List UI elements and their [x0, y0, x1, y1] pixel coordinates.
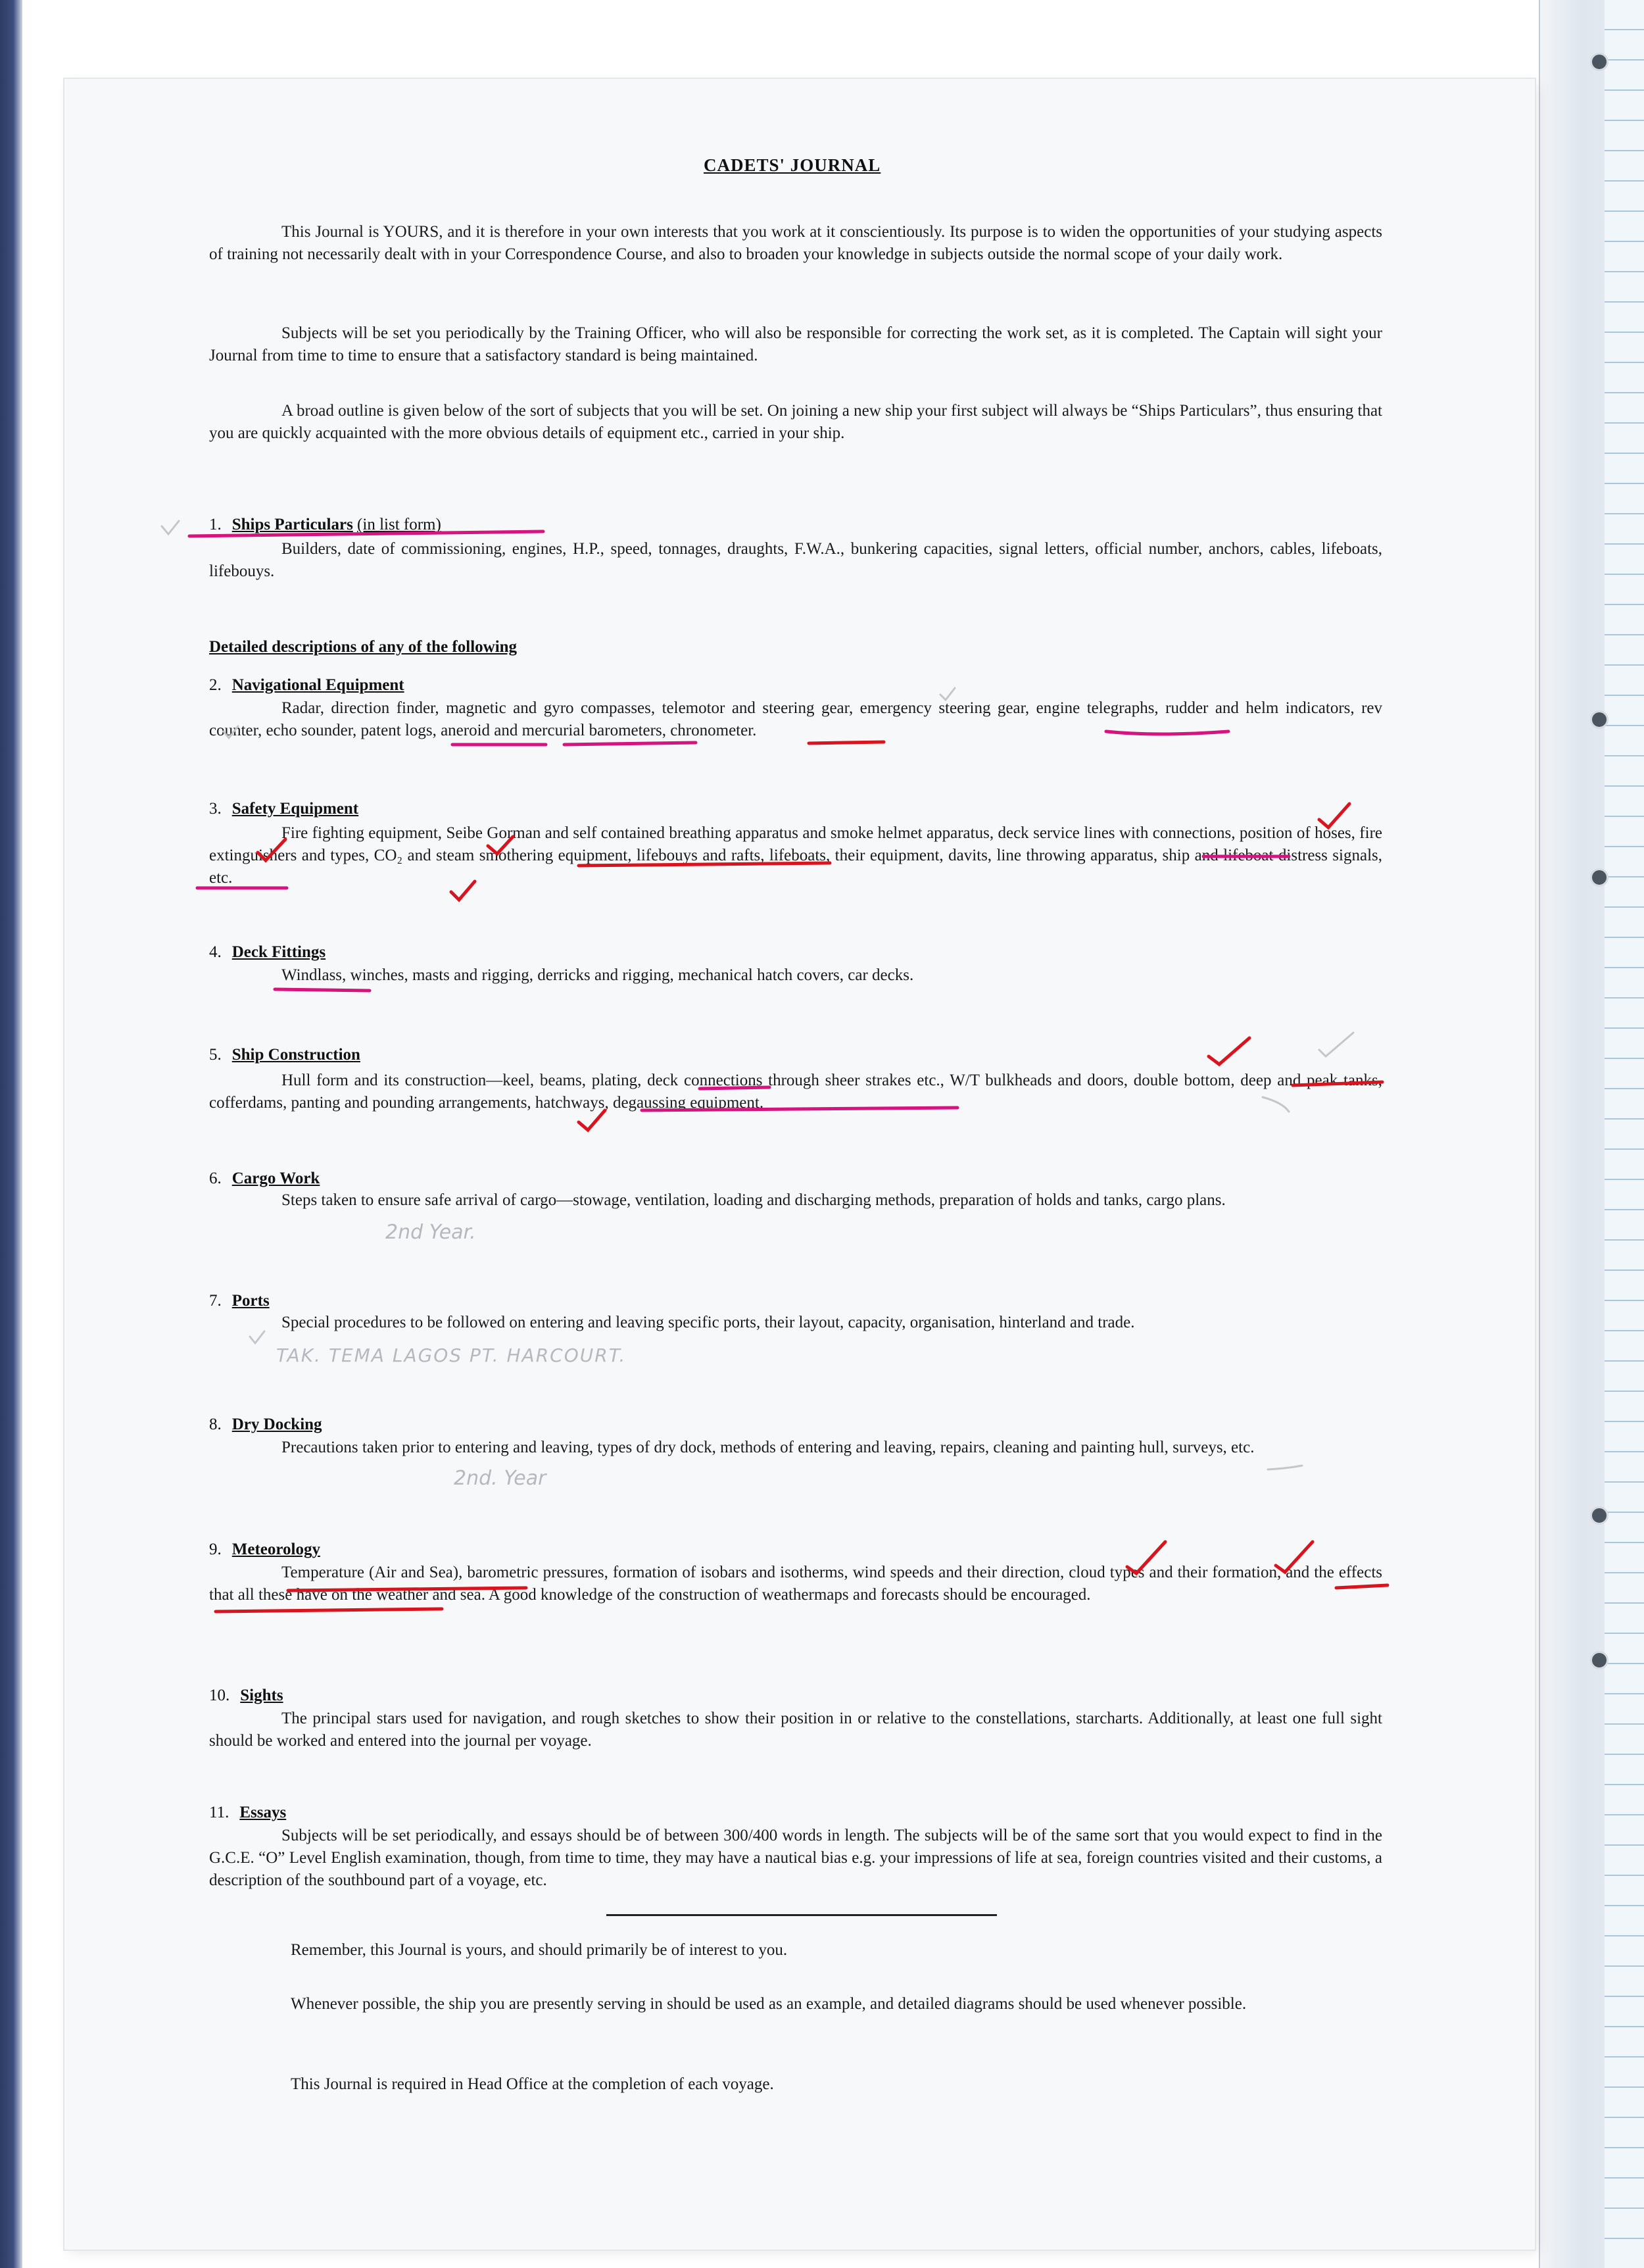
closing-paragraph: This Journal is required in Head Office at the completion of each voyage.: [291, 2075, 774, 2093]
subheading: Detailed descriptions of any of the following: [209, 638, 518, 656]
section-title: Deck Fittings: [231, 943, 326, 961]
punch-hole: [1590, 868, 1608, 887]
section-body: Steps taken to ensure safe arrival of cargo—stowage, ventilation, loading and discharging methods, preparation of holds and tanks, cargo plans.: [281, 1191, 1226, 1209]
closing-paragraph: Remember, this Journal is yours, and should primarily be of interest to you.: [291, 1941, 788, 1959]
section-title: Cargo Work: [231, 1170, 320, 1187]
section-title: Safety Equipment: [231, 800, 359, 818]
section-title: Meteorology: [231, 1541, 320, 1558]
section-heading: [209, 943, 326, 962]
section-body: Hull form and its construction—keel, beams, plating, deck connections through sheer strakes etc., W/T bulkheads and doors, double bottom, deep and peak tanks, cofferdams, panting and pounding arrangements, hatchways, degaussing equipment.: [209, 1072, 1382, 1112]
divider-rule: [606, 1914, 997, 1916]
pencil-note: TAK. TEMA LAGOS PT. HARCOURT.: [276, 1344, 627, 1366]
section-heading: [209, 1804, 286, 1822]
section-title: Ports: [231, 1292, 270, 1310]
section-heading: [209, 1046, 360, 1064]
section-heading: [209, 1416, 322, 1434]
section-heading: [209, 1170, 320, 1188]
section-title: Ship Construction: [231, 1046, 360, 1064]
section-number: 3.: [209, 800, 222, 818]
section-heading: [209, 516, 441, 534]
section-number: 10.: [209, 1687, 230, 1704]
section-heading: [209, 1292, 270, 1310]
intro-paragraph: A broad outline is given below of the sort of subjects that you will be set. On joining a new ship your first subject will always be “Ships Particulars”, thus ensuring that you are quickly acquainted with the more obvious details of equipment etc., carried in your ship.: [209, 402, 1382, 442]
section-number: 8.: [209, 1416, 222, 1433]
section-number: 5.: [209, 1046, 222, 1064]
closing-paragraph: Whenever possible, the ship you are presently serving in should be used as an example, and detailed diagrams should be used whenever possible.: [291, 1995, 1247, 2013]
section-heading: [209, 1541, 320, 1559]
punch-hole: [1590, 1506, 1608, 1525]
section-body: Builders, date of commissioning, engines, H.P., speed, tonnages, draughts, F.W.A., bunkering capacities, signal letters, official number, anchors, cables, lifeboats, lifebouys.: [209, 540, 1382, 580]
section-title: Dry Docking: [231, 1416, 322, 1433]
pencil-note: 2nd. Year: [454, 1467, 546, 1490]
pencil-note: 2nd Year.: [385, 1221, 476, 1244]
section-body: Subjects will be set periodically, and essays should be of between 300/400 words in length. The subjects will be of the same sort that you would expect to find in the G.C.E. “O” Level English examination, though, from time to time, they may have a nautical bias e.g. your impressions of life at sea, foreign countries visited and their customs, a description of the southbound part of a voyage, etc.: [209, 1827, 1382, 1889]
intro-paragraph: This Journal is YOURS, and it is therefore in your own interests that you work at it conscientiously. Its purpose is to widen the opportunities of your studying aspects of training not necessarily dealt with in your Correspondence Course, and also to broaden your knowledge in subjects outside the normal scope of your daily work.: [209, 223, 1382, 263]
section-body: Radar, direction finder, magnetic and gyro compasses, telemotor and steering gear, emergency steering gear, engine telegraphs, rudder and helm indicators, rev counter, echo sounder, patent logs, aneroid and mercurial barometers, chronometer.: [209, 699, 1382, 739]
section-number: 11.: [209, 1804, 230, 1821]
section-body: Special procedures to be followed on entering and leaving specific ports, their layout, capacity, organisation, hinterland and trade.: [281, 1314, 1135, 1331]
section-body: Fire fighting equipment, Seibe Gorman and self contained breathing apparatus and smoke helmet apparatus, deck service lines with connections, position of hoses, fire extinguishers and types, CO₂ and steam smothering equipment, lifebouys and rafts, lifeboats, their equipment, davits, line throwing apparatus, ship and lifeboat distress signals, etc.: [209, 824, 1382, 887]
section-title: Navigational Equipment: [231, 676, 404, 694]
binder-edge: [0, 0, 22, 2268]
section-title: Essays: [239, 1804, 287, 1821]
section-number: 9.: [209, 1541, 222, 1558]
page-title: CADETS' JOURNAL: [704, 155, 881, 175]
section-heading: [209, 676, 404, 695]
section-heading: [209, 800, 358, 818]
section-body: Temperature (Air and Sea), barometric pressures, formation of isobars and isotherms, wind speeds and their direction, cloud types and their formation, and the effects that all these have on the weather and sea. A good knowledge of the construction of weathermaps and forecasts should be encouraged.: [209, 1564, 1382, 1604]
lined-page-edge: [1605, 0, 1644, 2268]
section-number: 2.: [209, 676, 222, 694]
section-qualifier: (in list form): [357, 516, 441, 533]
section-number: 6.: [209, 1170, 222, 1187]
section-body: Precautions taken prior to entering and leaving, types of dry dock, methods of entering and leaving, repairs, cleaning and painting hull, surveys, etc.: [281, 1439, 1255, 1456]
section-title: Sights: [240, 1687, 283, 1704]
punch-hole: [1590, 710, 1608, 729]
punch-hole: [1590, 53, 1608, 71]
section-number: 4.: [209, 943, 222, 961]
section-number: 1.: [209, 516, 222, 533]
section-body: Windlass, winches, masts and rigging, derricks and rigging, mechanical hatch covers, car decks.: [281, 966, 914, 984]
section-number: 7.: [209, 1292, 222, 1310]
section-title: Ships Particulars: [231, 516, 353, 533]
section-heading: [209, 1687, 283, 1705]
punch-hole: [1590, 1651, 1608, 1669]
intro-paragraph: Subjects will be set you periodically by the Training Officer, who will also be responsible for correcting the work set, as it is completed. The Captain will sight your Journal from time to time to ensure that a satisfactory standard is being maintained.: [209, 324, 1382, 364]
section-body: The principal stars used for navigation, and rough sketches to show their position in or relative to the constellations, starcharts. Additionally, at least one full sight should be worked and entered into the journal per voyage.: [209, 1710, 1382, 1750]
